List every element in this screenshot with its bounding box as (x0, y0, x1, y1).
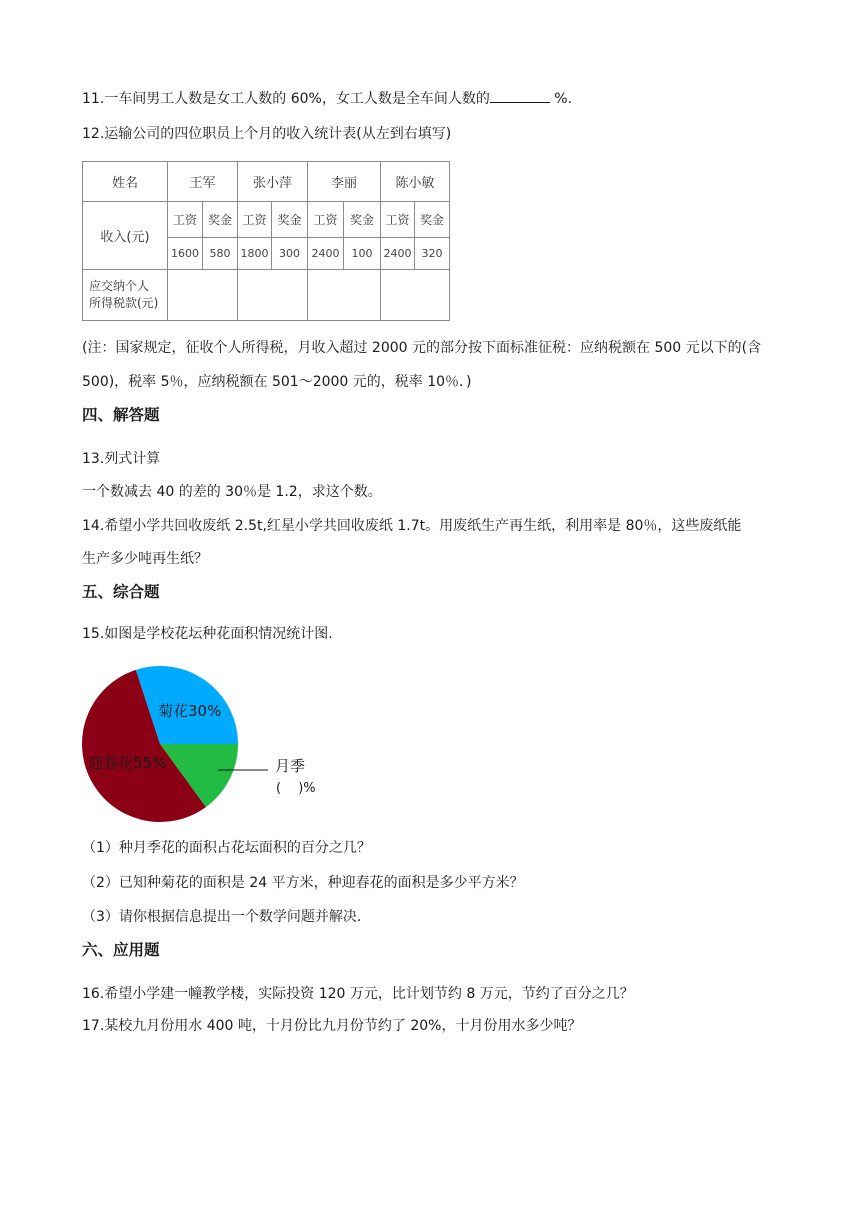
q11-text: 11.一车间男工人数是女工人数的 60%，女工人数是全车间人数的 (82, 91, 490, 107)
tax-header (83, 270, 168, 320)
question-12: 12.运输公司的四位职员上个月的收入统计表(从左到右填写) (82, 126, 452, 142)
salary-header: 工资 (238, 202, 272, 238)
salary-header: 工资 (168, 202, 203, 238)
section-heading: 五、综合题 (82, 583, 160, 601)
question-17: 17.某校九月份用水 400 吨，十月份比九月份节约了 20%，十月份用水多少吨？ (82, 1018, 582, 1034)
section-heading: 六、应用题 (82, 941, 160, 959)
flower-area-pie-chart (80, 660, 350, 830)
question-15-sub1: （1）种月季花的面积占花坛面积的百分之几？ (82, 840, 371, 856)
employee-name: 李丽 (308, 162, 381, 202)
income-table (82, 161, 450, 321)
question-13-body: 一个数减去 40 的差的 30％是 1.2，求这个数。 (82, 484, 382, 500)
section-heading: 四、解答题 (82, 406, 160, 424)
tax-answer-cell (308, 270, 381, 320)
tax-answer-cell (381, 270, 449, 320)
question-15-sub2: （2）已知种菊花的面积是 24 平方米，种迎春花的面积是多少平方米？ (82, 875, 524, 891)
bonus-header: 奖金 (203, 202, 238, 238)
rose-blank-label: ( )% (276, 781, 316, 796)
question-15-title: 15.如图是学校花坛种花面积情况统计图. (82, 626, 333, 642)
rose-label: 月季 (275, 757, 306, 775)
salary-header: 工资 (381, 202, 415, 238)
salary-value: 1800 (238, 238, 272, 270)
bonus-value: 100 (344, 238, 381, 270)
bonus-value: 580 (203, 238, 238, 270)
question-16: 16.希望小学建一幢教学楼，实际投资 120 万元，比计划节约 8 万元，节约了百分之几？ (82, 986, 634, 1002)
bonus-header: 奖金 (415, 202, 449, 238)
tax-header-line1: 应交纳个人 (89, 279, 150, 293)
question-15-sub3: （3）请你根据信息提出一个数学问题并解决. (82, 909, 362, 925)
question-14-line2: 生产多少吨再生纸？ (82, 551, 208, 567)
bonus-header: 奖金 (344, 202, 381, 238)
tax-answer-cell (168, 270, 238, 320)
question-13-title: 13.列式计算 (82, 451, 161, 467)
tax-answer-cell (238, 270, 308, 320)
salary-value: 2400 (308, 238, 344, 270)
q11-suffix: %. (549, 91, 573, 107)
bonus-value: 300 (272, 238, 308, 270)
pie-svg (80, 660, 350, 830)
bonus-value: 320 (415, 238, 449, 270)
winter-jasmine-label: 迎春花55% (88, 754, 167, 772)
name-header: 姓名 (83, 162, 168, 202)
bonus-header: 奖金 (272, 202, 308, 238)
tax-note-line1: (注：国家规定，征收个人所得税，月收入超过 2000 元的部分按下面标准征税：应纳税额在 500 元以下的(含 (82, 340, 762, 356)
question-11 (82, 90, 572, 108)
employee-name: 陈小敏 (381, 162, 449, 202)
salary-value: 1600 (168, 238, 203, 270)
answer-blank (490, 90, 550, 103)
employee-name: 王军 (168, 162, 238, 202)
chrysanthemum-label: 菊花30% (158, 702, 222, 720)
income-header: 收入(元) (83, 202, 168, 270)
tax-header-line2: 所得税款(元) (89, 296, 159, 310)
salary-header: 工资 (308, 202, 344, 238)
question-14-line1: 14.希望小学共回收废纸 2.5t,红星小学共回收废纸 1.7t。用废纸生产再生纸，利用率是 80％，这些废纸能 (82, 518, 742, 534)
tax-note-line2: 500)，税率 5％，应纳税额在 501～2000 元的，税率 10％．) (82, 374, 472, 390)
salary-value: 2400 (381, 238, 415, 270)
employee-name: 张小萍 (238, 162, 308, 202)
